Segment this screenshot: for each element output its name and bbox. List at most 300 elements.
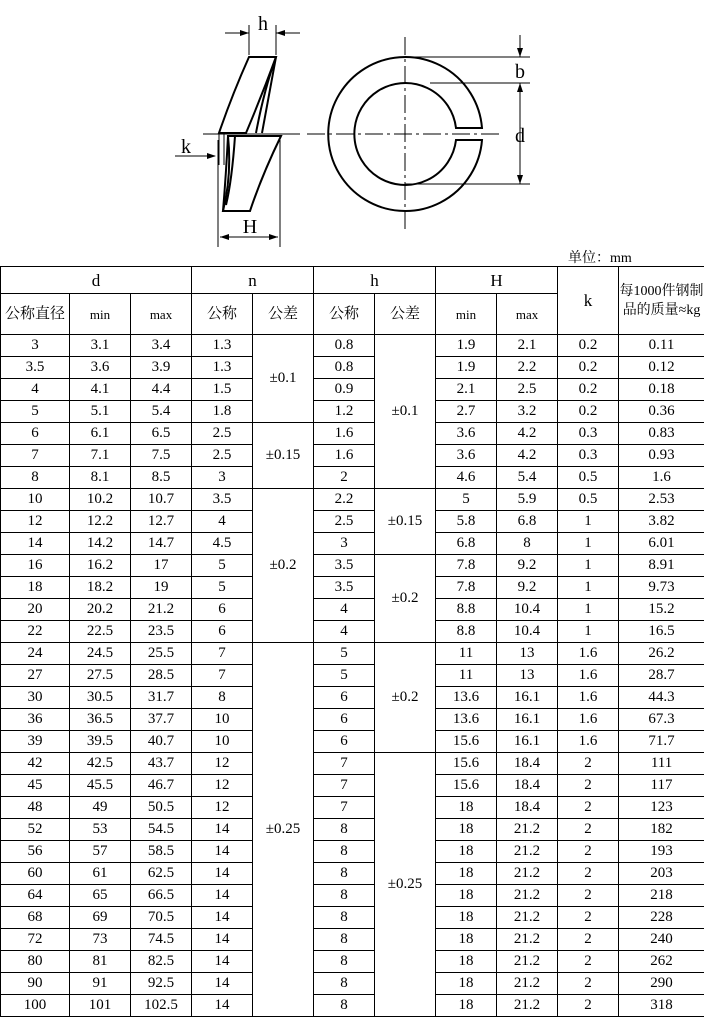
cell-d-min: 12.2 [70,511,131,533]
cell-h-tolerance: ±0.1 [375,335,436,489]
table-row [1,533,704,555]
cell-H-max: 18.4 [497,775,558,797]
cell-nominal-diameter: 8 [1,467,70,489]
cell-nominal-diameter: 3.5 [1,357,70,379]
cell-h-nominal: 5 [314,643,375,665]
cell-H-min: 18 [436,973,497,995]
cell-d-max: 31.7 [131,687,192,709]
cell-d-max: 7.5 [131,445,192,467]
cell-H-min: 18 [436,841,497,863]
cell-H-max: 21.2 [497,819,558,841]
cell-mass: 218 [619,885,704,907]
cell-h-nominal: 7 [314,797,375,819]
cell-d-min: 8.1 [70,467,131,489]
cell-n-nominal: 2.5 [192,445,253,467]
unit-label: 单位：mm [568,247,632,267]
table-row [1,709,704,731]
cell-n-nominal: 1.3 [192,357,253,379]
table-row [1,863,704,885]
label-H: H [243,216,257,238]
cell-nominal-diameter: 22 [1,621,70,643]
cell-mass: 0.11 [619,335,704,357]
cell-k: 2 [558,995,619,1017]
cell-d-min: 7.1 [70,445,131,467]
cell-d-min: 45.5 [70,775,131,797]
cell-H-min: 18 [436,797,497,819]
cell-mass: 182 [619,819,704,841]
cell-k: 1.6 [558,665,619,687]
table-row [1,775,704,797]
cell-mass: 123 [619,797,704,819]
cell-k: 1 [558,511,619,533]
cell-d-max: 62.5 [131,863,192,885]
cell-H-min: 13.6 [436,709,497,731]
cell-mass: 203 [619,863,704,885]
cell-d-max: 43.7 [131,753,192,775]
cell-H-max: 4.2 [497,445,558,467]
header-d-min: min [70,294,131,335]
cell-d-max: 82.5 [131,951,192,973]
cell-nominal-diameter: 24 [1,643,70,665]
cell-mass: 26.2 [619,643,704,665]
cell-H-max: 10.4 [497,599,558,621]
cell-nominal-diameter: 27 [1,665,70,687]
cell-H-max: 21.2 [497,841,558,863]
cell-H-max: 18.4 [497,797,558,819]
header-k: k [558,267,619,335]
table-row [1,731,704,753]
cell-H-max: 21.2 [497,929,558,951]
cell-d-max: 58.5 [131,841,192,863]
cell-nominal-diameter: 30 [1,687,70,709]
cell-h-nominal: 3 [314,533,375,555]
cell-d-min: 4.1 [70,379,131,401]
table-row [1,907,704,929]
cell-d-max: 37.7 [131,709,192,731]
cell-H-max: 21.2 [497,951,558,973]
cell-h-nominal: 8 [314,995,375,1017]
cell-h-nominal: 8 [314,907,375,929]
cell-n-nominal: 14 [192,973,253,995]
cell-n-nominal: 14 [192,907,253,929]
cell-H-min: 18 [436,995,497,1017]
cell-H-max: 21.2 [497,973,558,995]
cell-d-min: 30.5 [70,687,131,709]
cell-H-min: 15.6 [436,731,497,753]
cell-k: 1.6 [558,643,619,665]
cell-h-nominal: 8 [314,973,375,995]
cell-d-min: 18.2 [70,577,131,599]
cell-n-nominal: 14 [192,841,253,863]
table-row [1,577,704,599]
cell-H-max: 21.2 [497,885,558,907]
cell-d-min: 3.1 [70,335,131,357]
cell-n-nominal: 7 [192,643,253,665]
cell-nominal-diameter: 12 [1,511,70,533]
cell-mass: 1.6 [619,467,704,489]
cell-nominal-diameter: 52 [1,819,70,841]
cell-n-tolerance: ±0.25 [253,643,314,1017]
cell-h-nominal: 4 [314,621,375,643]
cell-n-nominal: 8 [192,687,253,709]
cell-H-max: 2.5 [497,379,558,401]
cell-H-min: 5.8 [436,511,497,533]
cell-d-min: 53 [70,819,131,841]
cell-n-nominal: 1.3 [192,335,253,357]
cell-d-max: 28.5 [131,665,192,687]
cell-h-nominal: 8 [314,929,375,951]
cell-H-max: 21.2 [497,995,558,1017]
cell-h-nominal: 1.6 [314,445,375,467]
cell-mass: 262 [619,951,704,973]
cell-h-tolerance: ±0.15 [375,489,436,555]
cell-H-min: 7.8 [436,577,497,599]
cell-d-max: 3.4 [131,335,192,357]
cell-H-max: 21.2 [497,863,558,885]
table-row [1,643,704,665]
cell-mass: 240 [619,929,704,951]
cell-mass: 0.83 [619,423,704,445]
table-row [1,665,704,687]
cell-nominal-diameter: 7 [1,445,70,467]
cell-h-nominal: 6 [314,731,375,753]
cell-d-min: 16.2 [70,555,131,577]
header-H: H [436,267,558,294]
cell-h-nominal: 8 [314,863,375,885]
header-n-tolerance: 公差 [253,294,314,335]
cell-H-min: 6.8 [436,533,497,555]
cell-n-nominal: 4 [192,511,253,533]
cell-n-nominal: 12 [192,775,253,797]
cell-mass: 117 [619,775,704,797]
cell-k: 2 [558,775,619,797]
cell-mass: 16.5 [619,621,704,643]
cell-nominal-diameter: 80 [1,951,70,973]
cell-d-min: 57 [70,841,131,863]
cell-k: 1 [558,533,619,555]
cell-k: 0.5 [558,489,619,511]
cell-H-min: 5 [436,489,497,511]
cell-d-min: 27.5 [70,665,131,687]
header-n: n [192,267,314,294]
cell-mass: 28.7 [619,665,704,687]
cell-nominal-diameter: 20 [1,599,70,621]
cell-n-nominal: 6 [192,621,253,643]
cell-nominal-diameter: 6 [1,423,70,445]
cell-H-max: 13 [497,665,558,687]
cell-n-nominal: 5 [192,555,253,577]
cell-nominal-diameter: 90 [1,973,70,995]
cell-n-nominal: 12 [192,753,253,775]
label-h: h [258,13,268,35]
cell-d-max: 66.5 [131,885,192,907]
table-row [1,929,704,951]
table-row [1,489,704,511]
cell-mass: 6.01 [619,533,704,555]
cell-d-min: 20.2 [70,599,131,621]
cell-nominal-diameter: 64 [1,885,70,907]
cell-H-max: 18.4 [497,753,558,775]
cell-H-max: 2.1 [497,335,558,357]
cell-d-max: 23.5 [131,621,192,643]
cell-h-nominal: 6 [314,709,375,731]
cell-d-max: 50.5 [131,797,192,819]
cell-nominal-diameter: 16 [1,555,70,577]
cell-d-max: 14.7 [131,533,192,555]
cell-n-nominal: 3.5 [192,489,253,511]
cell-mass: 71.7 [619,731,704,753]
table-row [1,423,704,445]
cell-h-tolerance: ±0.2 [375,555,436,643]
cell-d-min: 36.5 [70,709,131,731]
cell-n-nominal: 14 [192,929,253,951]
cell-d-max: 3.9 [131,357,192,379]
cell-H-max: 3.2 [497,401,558,423]
cell-H-min: 7.8 [436,555,497,577]
table-row [1,379,704,401]
table-row [1,973,704,995]
cell-mass: 290 [619,973,704,995]
cell-H-min: 18 [436,951,497,973]
cell-nominal-diameter: 42 [1,753,70,775]
cell-d-min: 42.5 [70,753,131,775]
cell-H-min: 18 [436,819,497,841]
cell-k: 0.2 [558,379,619,401]
cell-k: 2 [558,951,619,973]
cell-nominal-diameter: 3 [1,335,70,357]
table-row [1,687,704,709]
table-row [1,445,704,467]
cell-nominal-diameter: 60 [1,863,70,885]
cell-nominal-diameter: 45 [1,775,70,797]
cell-H-max: 6.8 [497,511,558,533]
cell-H-min: 3.6 [436,423,497,445]
cell-mass: 0.12 [619,357,704,379]
table-row [1,401,704,423]
cell-h-nominal: 2 [314,467,375,489]
cell-nominal-diameter: 56 [1,841,70,863]
cell-d-min: 49 [70,797,131,819]
cell-H-max: 16.1 [497,731,558,753]
table-row [1,621,704,643]
cell-n-nominal: 1.8 [192,401,253,423]
cell-n-nominal: 4.5 [192,533,253,555]
cell-h-nominal: 8 [314,885,375,907]
cell-k: 2 [558,929,619,951]
cell-mass: 44.3 [619,687,704,709]
cell-n-nominal: 14 [192,951,253,973]
cell-d-min: 91 [70,973,131,995]
cell-h-nominal: 8 [314,841,375,863]
cell-k: 0.2 [558,357,619,379]
cell-d-min: 3.6 [70,357,131,379]
cell-H-max: 16.1 [497,687,558,709]
cell-n-nominal: 10 [192,731,253,753]
label-d: d [515,125,525,147]
cell-nominal-diameter: 48 [1,797,70,819]
cell-k: 2 [558,973,619,995]
cell-n-nominal: 3 [192,467,253,489]
cell-H-max: 8 [497,533,558,555]
table-row [1,357,704,379]
cell-h-nominal: 7 [314,753,375,775]
table-row [1,885,704,907]
cell-H-max: 2.2 [497,357,558,379]
cell-d-min: 73 [70,929,131,951]
header-n-nominal: 公称 [192,294,253,335]
cell-d-max: 70.5 [131,907,192,929]
table-row [1,555,704,577]
cell-d-max: 8.5 [131,467,192,489]
cell-mass: 3.82 [619,511,704,533]
cell-h-nominal: 4 [314,599,375,621]
cell-H-min: 11 [436,643,497,665]
cell-k: 1 [558,621,619,643]
cell-d-max: 4.4 [131,379,192,401]
cell-k: 2 [558,753,619,775]
cell-h-nominal: 8 [314,819,375,841]
cell-d-max: 6.5 [131,423,192,445]
cell-H-max: 16.1 [497,709,558,731]
cell-d-min: 61 [70,863,131,885]
cell-n-nominal: 7 [192,665,253,687]
cell-n-nominal: 5 [192,577,253,599]
cell-H-max: 9.2 [497,577,558,599]
cell-d-min: 22.5 [70,621,131,643]
cell-d-min: 101 [70,995,131,1017]
cell-h-nominal: 3.5 [314,555,375,577]
cell-H-max: 4.2 [497,423,558,445]
cell-d-min: 81 [70,951,131,973]
cell-d-max: 74.5 [131,929,192,951]
cell-d-max: 21.2 [131,599,192,621]
cell-H-min: 18 [436,885,497,907]
table-row [1,599,704,621]
cell-nominal-diameter: 14 [1,533,70,555]
header-d: d [1,267,192,294]
cell-k: 1 [558,555,619,577]
cell-H-max: 9.2 [497,555,558,577]
cell-h-nominal: 1.6 [314,423,375,445]
cell-mass: 193 [619,841,704,863]
header-H-min: min [436,294,497,335]
cell-h-tolerance: ±0.2 [375,643,436,753]
cell-k: 1 [558,577,619,599]
cell-k: 1.6 [558,731,619,753]
label-k: k [181,136,191,158]
cell-d-max: 17 [131,555,192,577]
cell-d-max: 92.5 [131,973,192,995]
cell-n-nominal: 12 [192,797,253,819]
cell-H-min: 18 [436,863,497,885]
cell-mass: 0.36 [619,401,704,423]
cell-H-min: 18 [436,907,497,929]
cell-H-max: 13 [497,643,558,665]
cell-H-max: 10.4 [497,621,558,643]
cell-H-min: 18 [436,929,497,951]
cell-H-min: 11 [436,665,497,687]
cell-d-max: 19 [131,577,192,599]
cell-n-nominal: 14 [192,863,253,885]
cell-d-max: 54.5 [131,819,192,841]
header-row-1 [1,267,704,294]
header-nominal-diameter: 公称直径 [1,294,70,335]
cell-d-max: 102.5 [131,995,192,1017]
cell-h-nominal: 3.5 [314,577,375,599]
cell-d-min: 6.1 [70,423,131,445]
header-h-nominal: 公称 [314,294,375,335]
cell-mass: 8.91 [619,555,704,577]
cell-mass: 15.2 [619,599,704,621]
cell-H-min: 15.6 [436,775,497,797]
cell-H-min: 15.6 [436,753,497,775]
cell-mass: 67.3 [619,709,704,731]
cell-n-nominal: 2.5 [192,423,253,445]
cell-n-tolerance: ±0.2 [253,489,314,643]
cell-d-min: 69 [70,907,131,929]
cell-k: 2 [558,797,619,819]
cell-k: 2 [558,907,619,929]
cell-mass: 0.93 [619,445,704,467]
cell-d-max: 40.7 [131,731,192,753]
cell-k: 1.6 [558,709,619,731]
cell-H-max: 5.9 [497,489,558,511]
cell-k: 1 [558,599,619,621]
cell-d-min: 10.2 [70,489,131,511]
cell-d-max: 25.5 [131,643,192,665]
cell-h-nominal: 0.9 [314,379,375,401]
cell-h-nominal: 2.2 [314,489,375,511]
cell-k: 0.2 [558,335,619,357]
cell-H-min: 8.8 [436,599,497,621]
cell-d-min: 24.5 [70,643,131,665]
cell-d-min: 65 [70,885,131,907]
cell-d-max: 10.7 [131,489,192,511]
cell-mass: 2.53 [619,489,704,511]
cell-n-tolerance: ±0.1 [253,335,314,423]
side-view-upper [219,57,276,133]
cell-nominal-diameter: 39 [1,731,70,753]
table-row [1,995,704,1017]
cell-k: 2 [558,819,619,841]
cell-nominal-diameter: 72 [1,929,70,951]
cell-H-min: 13.6 [436,687,497,709]
cell-mass: 318 [619,995,704,1017]
cell-d-max: 12.7 [131,511,192,533]
header-mass: 每1000件钢制品的质量≈kg [619,267,704,335]
table-row [1,841,704,863]
cell-H-min: 4.6 [436,467,497,489]
header-H-max: max [497,294,558,335]
cell-n-nominal: 14 [192,995,253,1017]
cell-n-nominal: 14 [192,819,253,841]
cell-d-min: 39.5 [70,731,131,753]
table-row [1,797,704,819]
header-h: h [314,267,436,294]
cell-H-min: 3.6 [436,445,497,467]
cell-nominal-diameter: 4 [1,379,70,401]
cell-mass: 9.73 [619,577,704,599]
cell-h-nominal: 8 [314,951,375,973]
cell-k: 2 [558,863,619,885]
spring-washer-drawing [0,0,704,262]
cell-n-tolerance: ±0.15 [253,423,314,489]
cell-mass: 0.18 [619,379,704,401]
cell-d-min: 5.1 [70,401,131,423]
header-d-max: max [131,294,192,335]
table-row [1,753,704,775]
cell-n-nominal: 14 [192,885,253,907]
